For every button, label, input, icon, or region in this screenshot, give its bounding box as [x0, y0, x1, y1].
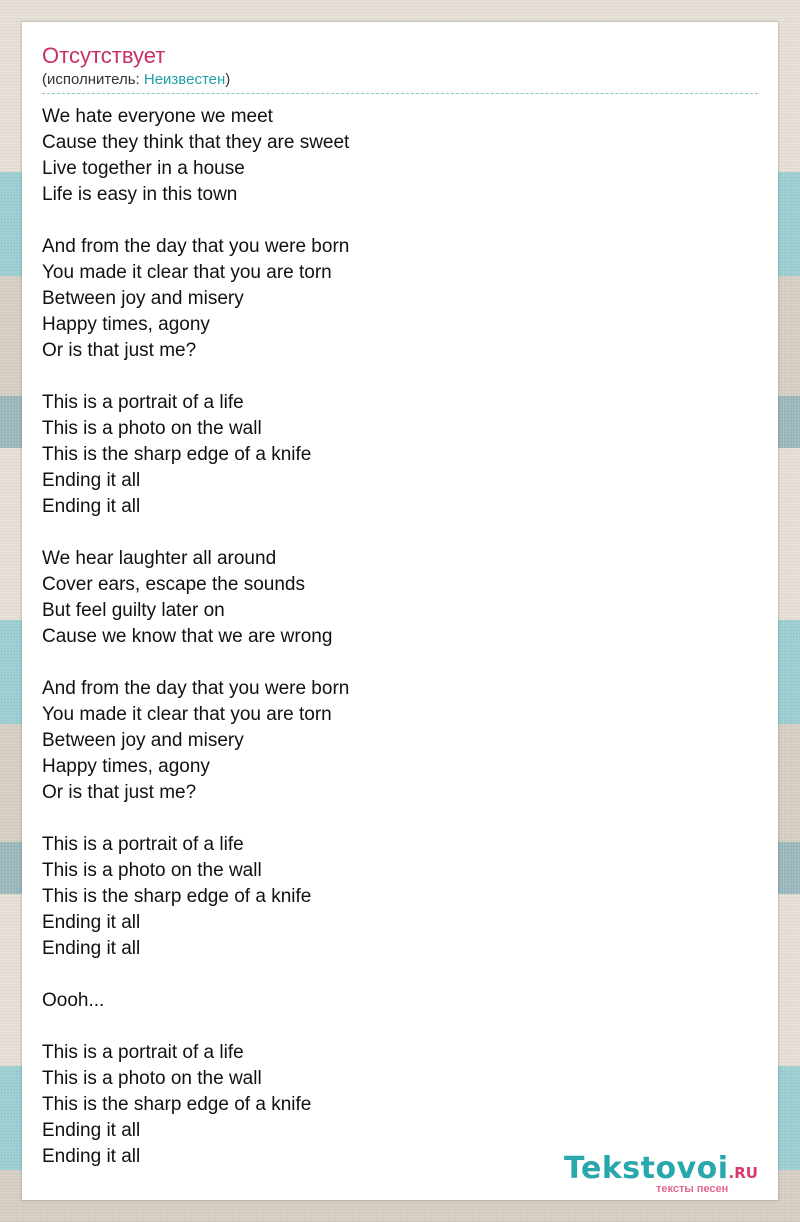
lyric-line: But feel guilty later on	[42, 600, 225, 621]
lyric-line: We hate everyone we meet	[42, 106, 273, 127]
lyric-line: This is the sharp edge of a knife	[42, 444, 312, 465]
lyric-line: We hear laughter all around	[42, 548, 277, 569]
lyric-line: Cover ears, escape the sounds	[42, 574, 305, 595]
lyric-line: And from the day that you were born	[42, 236, 350, 257]
artist-line	[42, 70, 758, 90]
lyric-line: This is a portrait of a life	[42, 834, 244, 855]
lyric-line: Ending it all	[42, 1146, 141, 1167]
lyric-blank-line	[42, 208, 722, 234]
lyric-line: Or is that just me?	[42, 340, 197, 361]
lyric-line: This is a portrait of a life	[42, 392, 244, 413]
song-title: Отсутствует	[42, 43, 166, 68]
artist-link[interactable]: Неизвестен	[143, 71, 226, 88]
logo-main-text: Tekstovoi	[564, 1151, 729, 1186]
lyric-line: This is the sharp edge of a knife	[42, 886, 312, 907]
lyric-line: Happy times, agony	[42, 756, 210, 777]
lyrics-card	[22, 22, 778, 1200]
logo-tagline: тексты песен	[656, 1183, 729, 1195]
lyric-blank-line	[42, 806, 722, 832]
lyric-line: Ending it all	[42, 496, 141, 517]
lyric-line: Happy times, agony	[42, 314, 210, 335]
lyric-line: Between joy and misery	[42, 288, 244, 309]
lyric-line: You made it clear that you are torn	[42, 704, 332, 725]
lyric-line: This is a photo on the wall	[42, 860, 262, 881]
lyric-line: This is the sharp edge of a knife	[42, 1094, 312, 1115]
lyric-line: Ending it all	[42, 470, 141, 491]
lyrics-text	[42, 104, 722, 1170]
lyric-blank-line	[42, 364, 722, 390]
lyric-blank-line	[42, 962, 722, 988]
lyric-line: Ending it all	[42, 1120, 141, 1141]
lyric-blank-line	[42, 520, 722, 546]
artist-suffix: )	[225, 71, 231, 88]
lyric-line: You made it clear that you are torn	[42, 262, 332, 283]
lyric-line: This is a photo on the wall	[42, 418, 262, 439]
lyric-line: Between joy and misery	[42, 730, 244, 751]
lyric-line: Life is easy in this town	[42, 184, 238, 205]
lyric-line: This is a photo on the wall	[42, 1068, 262, 1089]
lyric-line: Ending it all	[42, 938, 141, 959]
lyric-blank-line	[42, 1014, 722, 1040]
lyric-line: Or is that just me?	[42, 782, 197, 803]
lyric-line: Cause they think that they are sweet	[42, 132, 350, 153]
lyric-blank-line	[42, 650, 722, 676]
lyric-line: And from the day that you were born	[42, 678, 350, 699]
song-header	[42, 42, 758, 94]
artist-prefix: (исполнитель:	[42, 71, 144, 88]
lyric-line: This is a portrait of a life	[42, 1042, 244, 1063]
lyric-line: Ending it all	[42, 912, 141, 933]
lyric-line: Oooh...	[42, 990, 105, 1011]
lyric-line: Live together in a house	[42, 158, 245, 179]
site-logo[interactable]	[564, 1152, 770, 1196]
lyric-line: Cause we know that we are wrong	[42, 626, 333, 647]
logo-tld: .RU	[728, 1164, 758, 1182]
